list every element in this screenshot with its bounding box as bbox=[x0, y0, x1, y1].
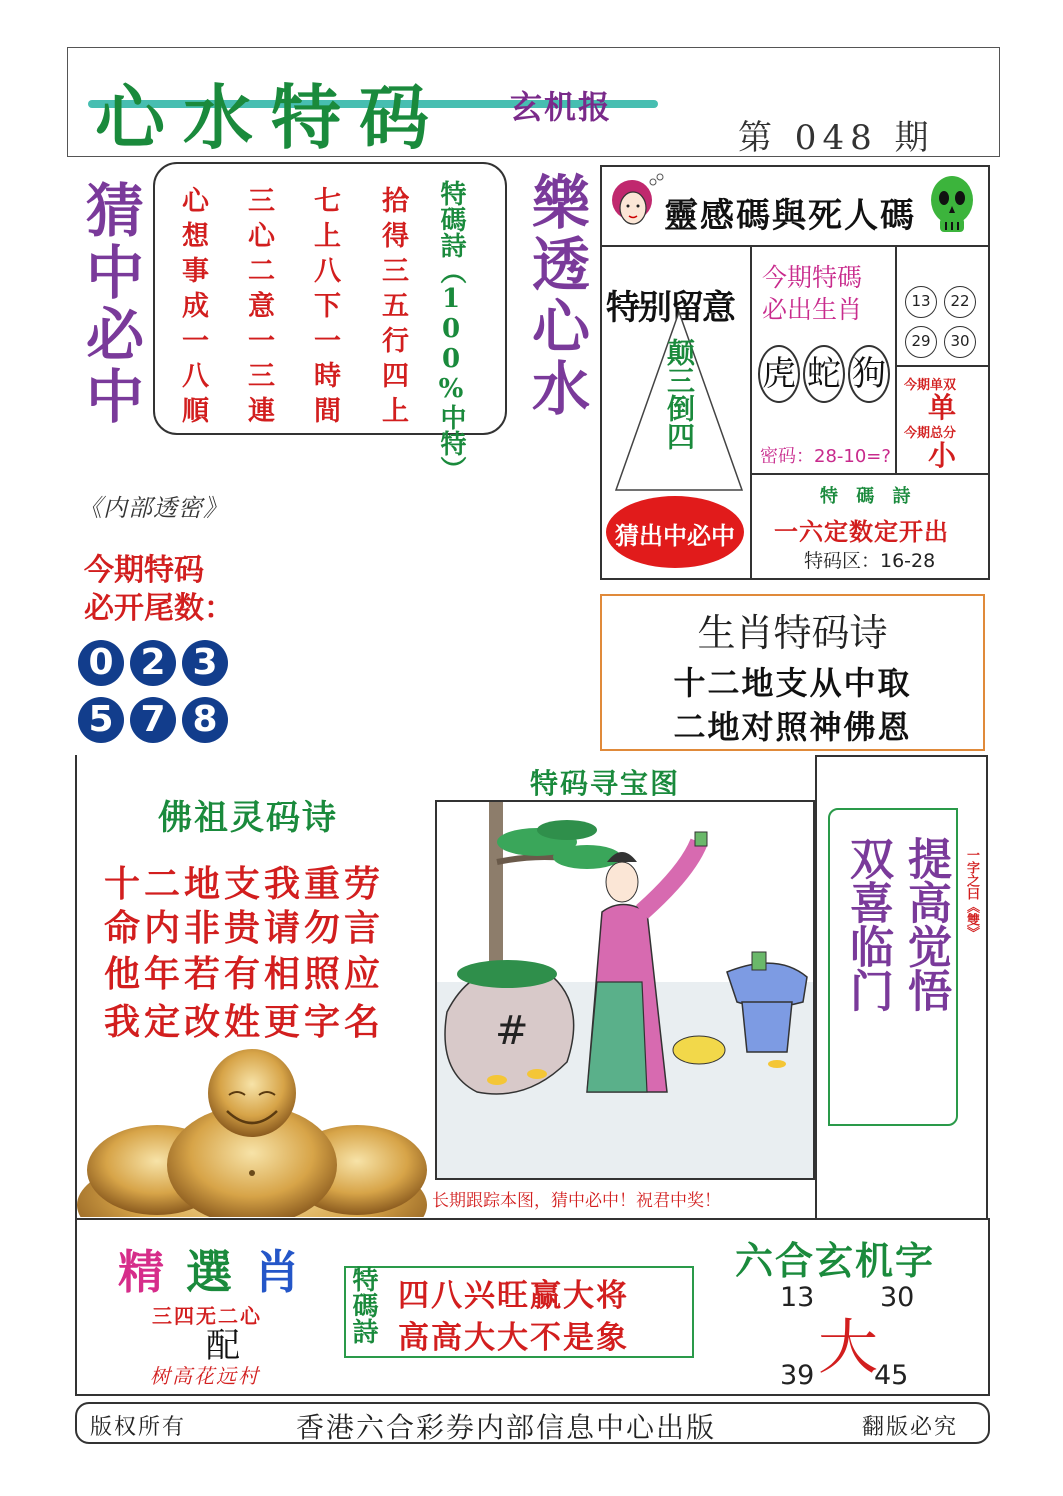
poem-char: 三 bbox=[248, 186, 275, 217]
number-circle: 13 bbox=[905, 286, 937, 318]
poem-char: 一 bbox=[248, 326, 275, 357]
fozu-poem-line: 命内非贵请勿言 bbox=[104, 907, 385, 949]
poem-char: 八 bbox=[314, 256, 341, 287]
number-ball: 0 bbox=[78, 640, 124, 686]
divider bbox=[600, 245, 990, 247]
poem-column-3 bbox=[314, 184, 341, 429]
fozu-poem-title: 佛祖灵码诗 bbox=[158, 798, 338, 838]
poem-column-1 bbox=[182, 184, 209, 429]
zodiac-riddle-2: 树高花远村 bbox=[150, 1364, 260, 1388]
zodiac-riddle-1: 三四无二心 bbox=[152, 1304, 262, 1328]
liuhe-big-char: 大 bbox=[818, 1313, 878, 1383]
odd-even-label: 今期单双 bbox=[904, 378, 957, 393]
shengxiao-poem-line: 十二地支从中取 bbox=[673, 664, 912, 702]
this-issue-line: 今期特碼 bbox=[762, 263, 863, 292]
tail-title-line: 必开尾数： bbox=[84, 591, 234, 626]
liuhe-number: 39 bbox=[780, 1360, 815, 1391]
liuhe-number: 45 bbox=[874, 1360, 909, 1391]
svg-text:#: # bbox=[495, 1008, 529, 1054]
number-ball: 3 bbox=[182, 640, 228, 686]
featured-zodiac-char: 肖 bbox=[254, 1245, 322, 1299]
treasure-map-title: 特码寻宝图 bbox=[530, 767, 681, 800]
treasure-caption: 长期跟踪本图，猜中必中！祝君中奖！ bbox=[432, 1191, 721, 1211]
poem-side-label: 特碼詩（100%中特） bbox=[436, 180, 466, 482]
number-circle: 29 bbox=[905, 326, 937, 358]
poem-char: 上 bbox=[382, 396, 409, 427]
featured-zodiac-char: 選 bbox=[186, 1245, 254, 1299]
tm-poem-2-label: 特碼詩 bbox=[348, 1266, 378, 1344]
poem-char: 事 bbox=[182, 256, 209, 287]
poem-char: 想 bbox=[182, 221, 209, 252]
tm-zone: 特码区：16-28 bbox=[804, 550, 936, 572]
triangle-text: 颠三倒四 bbox=[663, 338, 696, 450]
number-ball: 8 bbox=[182, 697, 228, 743]
tail-number-title bbox=[84, 552, 234, 628]
linggan-title: 靈感碼與死人碼 bbox=[664, 196, 916, 236]
poem-char: 八 bbox=[182, 361, 209, 392]
special-note: 特别留意 bbox=[606, 288, 734, 328]
laughing-buddha-image bbox=[77, 1045, 427, 1217]
featured-zodiac-char: 精 bbox=[118, 1245, 186, 1299]
poem-char: 三 bbox=[248, 361, 275, 392]
scroll-side-note: 一字之曰《雙》 bbox=[964, 848, 979, 939]
poem-char: 連 bbox=[248, 396, 275, 427]
copyright-right: 翻版必究 bbox=[862, 1415, 959, 1440]
this-issue-zodiac-label bbox=[762, 262, 862, 326]
number-circle: 30 bbox=[944, 326, 976, 358]
shengxiao-poem-title: 生肖特码诗 bbox=[697, 611, 888, 655]
liuhe-mystery-title: 六合玄机字 bbox=[735, 1238, 936, 1283]
number-circle: 22 bbox=[944, 286, 976, 318]
poem-char: 意 bbox=[248, 291, 275, 322]
poem-char: 下 bbox=[314, 291, 341, 322]
fozu-poem-line: 他年若有相照应 bbox=[104, 953, 385, 995]
poem-char: 心 bbox=[248, 221, 275, 252]
poem-char: 二 bbox=[248, 256, 275, 287]
odd-even-value: 单 bbox=[928, 391, 957, 424]
tm-poem-2-line: 四八兴旺赢大将 bbox=[398, 1278, 629, 1314]
poem-char: 拾 bbox=[382, 186, 409, 217]
tail-title-line: 今期特码 bbox=[84, 553, 204, 588]
poem-char: 成 bbox=[182, 291, 209, 322]
number-ball: 7 bbox=[130, 697, 176, 743]
poem-char: 行 bbox=[382, 326, 409, 357]
page-title: 心水特码 bbox=[95, 77, 447, 159]
scroll-text-right: 提高觉悟 bbox=[900, 836, 951, 1012]
number-ball: 5 bbox=[78, 697, 124, 743]
scroll-text-left: 双喜临门 bbox=[842, 836, 893, 1012]
zodiac-badge: 狗 bbox=[848, 345, 890, 403]
poem-char: 時 bbox=[314, 361, 341, 392]
publisher-center: 香港六合彩券内部信息中心出版 bbox=[296, 1411, 717, 1444]
liuhe-number: 13 bbox=[780, 1282, 815, 1313]
fozu-poem-line: 我定改姓更字名 bbox=[104, 1001, 385, 1043]
this-issue-line: 必出生肖 bbox=[762, 295, 863, 324]
fozu-poem-line: 十二地支我重劳 bbox=[104, 863, 385, 905]
mima-formula: 密码：28-10=? bbox=[760, 446, 891, 467]
copyright-left: 版权所有 bbox=[90, 1415, 187, 1440]
poem-char: 一 bbox=[314, 326, 341, 357]
right-vertical-slogan: 樂透心水 bbox=[522, 172, 590, 420]
tm-poem-line: 一六定数定开出 bbox=[774, 517, 949, 546]
divider bbox=[750, 245, 752, 580]
poem-column-4 bbox=[382, 184, 409, 429]
poem-char: 三 bbox=[382, 256, 409, 287]
internal-label: 《内部透密》 bbox=[78, 494, 228, 522]
pair-label: 配 bbox=[206, 1326, 240, 1366]
poem-column-2 bbox=[248, 184, 275, 429]
poem-char: 上 bbox=[314, 221, 341, 252]
poem-char: 順 bbox=[182, 396, 209, 427]
zodiac-badge: 虎 bbox=[758, 345, 800, 403]
zodiac-badge: 蛇 bbox=[803, 345, 845, 403]
issue-number: 第 048 期 bbox=[738, 118, 935, 158]
page-subtitle: 玄机报 bbox=[510, 88, 613, 126]
total-label: 今期总分 bbox=[904, 426, 957, 441]
poem-char: 得 bbox=[382, 221, 409, 252]
tm-poem-label: 特 碼 詩 bbox=[820, 486, 917, 507]
divider bbox=[895, 365, 990, 367]
number-ball: 2 bbox=[130, 640, 176, 686]
featured-zodiac-title bbox=[118, 1236, 322, 1302]
divider bbox=[895, 245, 897, 475]
poem-char: 四 bbox=[382, 361, 409, 392]
poem-char: 七 bbox=[314, 186, 341, 217]
liuhe-number: 30 bbox=[880, 1282, 915, 1313]
skull-icon bbox=[928, 174, 976, 236]
poem-char: 五 bbox=[382, 291, 409, 322]
treasure-map-image bbox=[437, 802, 813, 1178]
poem-char: 間 bbox=[314, 396, 341, 427]
shengxiao-poem-line: 二地对照神佛恩 bbox=[673, 708, 912, 746]
poem-char: 一 bbox=[182, 326, 209, 357]
tm-poem-2-line: 高高大大不是象 bbox=[398, 1320, 629, 1356]
red-oval-text: 猜出中必中 bbox=[615, 521, 735, 550]
poem-char: 心 bbox=[182, 186, 209, 217]
thought-bubble-icon bbox=[648, 172, 664, 186]
total-value: 小 bbox=[928, 439, 957, 472]
left-vertical-slogan: 猜中必中 bbox=[76, 180, 144, 428]
